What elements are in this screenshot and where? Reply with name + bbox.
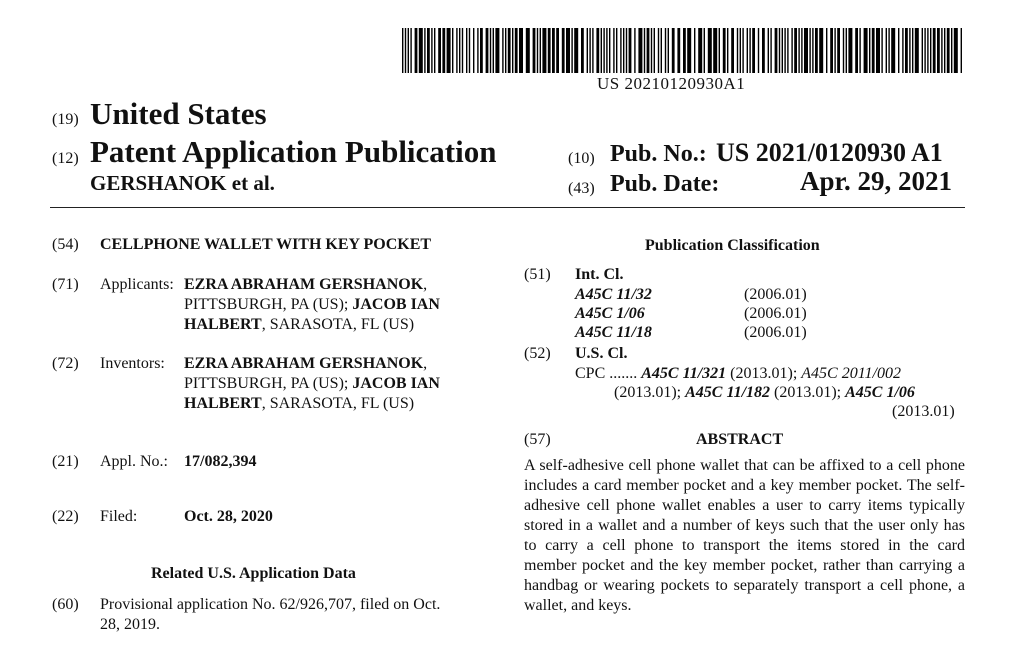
barcode-bar [843,28,844,73]
barcode-bar [647,28,650,73]
filed-date: Oct. 28, 2020 [184,508,273,525]
filed-label: Filed: [100,508,138,525]
barcode-bar [629,28,632,73]
barcode-bar [941,28,942,73]
barcode-bar [951,28,952,73]
barcode-bar [473,28,474,73]
appl-no-label: Appl. No.: [100,453,168,470]
barcode-bar [658,28,659,73]
inventor-2-name-a: JACOB IAN [352,375,440,392]
barcode-bar [542,28,546,73]
barcode-bar [405,28,406,73]
inventor-line-2 [184,375,440,393]
barcode-bar [562,28,565,73]
barcode-bar [779,28,780,73]
applicant-line-3 [184,316,414,334]
barcode-bar [869,28,870,73]
cpc-code: A45C 11/182 [685,384,771,401]
applicant-short: GERSHANOK et al. [90,171,275,195]
code-19: (19) [52,111,79,128]
code-51: (51) [524,266,551,283]
barcode-bar [654,28,655,73]
barcode-bar [447,28,451,73]
barcode-bar [933,28,936,73]
barcode-bar [493,28,494,73]
barcode-number: US 20210120930A1 [597,74,746,93]
barcode-bar [902,28,903,73]
barcode-bar [768,28,769,73]
applicant-2-name-a: JACOB IAN [352,296,440,313]
code-54: (54) [52,236,79,253]
barcode-bar [644,28,645,73]
int-cl-year: (2006.01) [744,286,807,303]
barcode-bar [589,28,590,73]
barcode-bar [434,28,435,73]
barcode-bar [830,28,833,73]
barcode-bar [937,28,940,73]
barcode-bar [809,28,810,73]
barcode-bar [552,28,555,73]
barcode-bar [462,28,463,73]
barcode-bar [683,28,686,73]
int-cl-year: (2006.01) [744,305,807,322]
provisional-line-2: 28, 2019. [100,616,160,633]
inventor-line-3 [184,395,414,413]
abstract-text: A self-adhesive cell phone wallet that can be affixed to a cell phone includes a card member pocket and a key member pocket. The self-adhesive cell phone wallet enables a user to carry items typically stored in a wallet and a number of keys such that the user only has to carry a cell phone to transport the items stored in the card member pocket and the key member pocket, rather than carrying a handbag or wearing pockets to separately transport a cell phone, a wallet, and keys. [524,457,965,614]
barcode-bar [727,28,728,73]
int-cl-code: A45C 1/06 [575,305,645,322]
inventor-1 [184,355,427,373]
applicant-1 [184,276,427,294]
code-10: (10) [568,150,595,167]
cpc-line-3: (2013.01) [892,403,955,420]
barcode-bar [815,28,818,73]
barcode-bar [791,28,792,73]
code-12: (12) [52,150,79,167]
barcode-bar [574,28,578,73]
inventor-2-location: , SARASOTA, FL (US) [261,395,415,412]
barcode-bar [571,28,572,73]
barcode-bar [898,28,899,73]
barcode-bar [626,28,627,73]
barcode-bar [804,28,808,73]
barcode-bar [826,28,827,73]
inventors-label: Inventors: [100,355,165,372]
barcode-bar [740,28,741,73]
barcode-bar [961,28,962,73]
code-22: (22) [52,508,79,525]
barcode-bar [587,28,588,73]
barcode-bar [606,28,607,73]
barcode-bar [596,28,599,73]
barcode-bar [452,28,453,73]
barcode-bar [661,28,662,73]
barcode-bar [775,28,778,73]
barcode-bar [708,28,712,73]
inventor-1-location: PITTSBURGH, PA (US); [184,375,353,392]
barcode-bar [427,28,430,73]
inventor-2-name-b: HALBERT [184,395,262,412]
applicants-label: Applicants: [100,276,174,293]
cpc-line-2 [614,384,915,402]
barcode-bar [419,28,423,73]
barcode-bar [480,28,483,73]
barcode-bar [864,28,868,73]
barcode-bar [922,28,923,73]
barcode-bar [665,28,666,73]
barcode-bar [431,28,432,73]
barcode-bar [620,28,621,73]
code-52: (52) [524,345,551,362]
barcode-bar [526,28,530,73]
barcode-bar [762,28,765,73]
barcode-bar [466,28,467,73]
barcode-bar [927,28,928,73]
related-data-heading: Related U.S. Application Data [151,565,356,582]
barcode-bar [798,28,799,73]
barcode-bar [502,28,503,73]
cpc-line-1 [575,365,901,383]
barcode-bar [924,28,925,73]
appl-no: 17/082,394 [184,453,257,470]
pub-date-label: Pub. Date: [610,171,720,197]
barcode-bar [859,28,860,73]
barcode-bar [886,28,887,73]
barcode-bar [731,28,734,73]
barcode-bar [888,28,889,73]
barcode-bar [634,28,635,73]
barcode-bar [533,28,536,73]
barcode-bar [719,28,720,73]
header-rule [50,207,965,208]
barcode-bar [623,28,624,73]
barcode-bar [592,28,593,73]
applicant-2-name-b: HALBERT [184,316,262,333]
barcode-bar [616,28,617,73]
barcode-bar [915,28,919,73]
barcode-bar [548,28,551,73]
provisional-line-1: Provisional application No. 62/926,707, filed on Oct. [100,596,441,613]
pub-no-label: Pub. No.: [610,141,707,167]
barcode-bar [638,28,642,73]
barcode-bar [477,28,478,73]
inventor-1-name: EZRA ABRAHAM GERSHANOK [184,355,424,372]
inventor-1-sep: , [423,355,428,372]
barcode-bar [540,28,541,73]
barcode-bar [801,28,802,73]
barcode-bar [672,28,675,73]
barcode-bar [846,28,847,73]
barcode-bar [872,28,875,73]
country-heading: United States [90,96,267,131]
code-71: (71) [52,276,79,293]
barcode-bar [512,28,513,73]
cpc-code: A45C 11/321 [641,365,727,382]
barcode-bar [944,28,945,73]
barcode-bar [930,28,931,73]
barcode-bar [566,28,570,73]
barcode-bar [834,28,835,73]
barcode-bar [787,28,788,73]
abstract-heading: ABSTRACT [696,431,784,448]
applicant-1-location: PITTSBURGH, PA (US); [184,296,353,313]
barcode-bar [947,28,950,73]
barcode-bar [609,28,610,73]
barcode-bar [881,28,882,73]
pub-no: US 2021/0120930 A1 [716,138,943,167]
barcode-bar [737,28,738,73]
barcode-bar [459,28,460,73]
barcode-bar [794,28,797,73]
int-cl-label: Int. Cl. [575,266,624,283]
barcode-bar [954,28,958,73]
barcode-bar [837,28,840,73]
code-21: (21) [52,453,79,470]
barcode-bar [909,28,910,73]
barcode [402,28,965,73]
applicant-2-location: , SARASOTA, FL (US) [261,316,415,333]
barcode-bar [537,28,538,73]
barcode-bar [505,28,506,73]
barcode-bar [508,28,511,73]
applicant-line-2 [184,296,440,314]
barcode-bar [723,28,726,73]
barcode-bar [495,28,499,73]
barcode-bar [752,28,755,73]
invention-title: CELLPHONE WALLET WITH KEY POCKET [100,236,432,253]
barcode-bar [876,28,880,73]
barcode-bar [410,28,411,73]
barcode-bar [784,28,785,73]
pub-date: Apr. 29, 2021 [800,166,953,196]
int-cl-code: A45C 11/18 [575,324,652,341]
barcode-bar [519,28,523,73]
barcode-bar [424,28,425,73]
barcode-bar [687,28,691,73]
barcode-bar [613,28,614,73]
barcode-bar [438,28,441,73]
barcode-bar [601,28,602,73]
cpc-code: A45C 2011/002 [801,365,901,382]
barcode-bar [556,28,559,73]
barcode-bar [782,28,783,73]
barcode-bar [651,28,652,73]
code-72: (72) [52,355,79,372]
cpc-code: A45C 1/06 [845,384,915,401]
barcode-bar [747,28,748,73]
barcode-bar [742,28,743,73]
barcode-bar [912,28,913,73]
barcode-bar [770,28,771,73]
barcode-bar [515,28,518,73]
barcode-bar [668,28,669,73]
publication-classification-heading: Publication Classification [645,237,820,254]
cpc-year: (2013.01); [726,365,802,382]
us-cl-label: U.S. Cl. [575,345,628,362]
int-cl-year: (2006.01) [744,324,807,341]
barcode-bar [713,28,717,73]
barcode-bar [442,28,445,73]
barcode-bar [891,28,895,73]
barcode-bar [698,28,702,73]
barcode-bar [469,28,470,73]
barcode-bar [905,28,908,73]
barcode-bar [486,28,489,73]
barcode-bar [855,28,858,73]
code-43: (43) [568,180,595,197]
barcode-bar [758,28,759,73]
barcode-bar [581,28,584,73]
cpc-year: (2013.01); [770,384,846,401]
barcode-bar [677,28,680,73]
publication-type: Patent Application Publication [90,134,497,169]
barcode-bar [704,28,705,73]
cpc-label: CPC ....... [575,365,638,382]
barcode-bar [812,28,813,73]
applicant-1-name: EZRA ABRAHAM GERSHANOK [184,276,424,293]
code-57: (57) [524,431,551,448]
code-60: (60) [52,596,79,613]
barcode-bar [456,28,457,73]
cpc-year: (2013.01); [614,384,686,401]
barcode-bar [694,28,695,73]
int-cl-code: A45C 11/32 [575,286,652,303]
barcode-bar [490,28,491,73]
barcode-bar [848,28,852,73]
barcode-bar [408,28,409,73]
barcode-bar [819,28,823,73]
applicant-1-sep: , [423,276,428,293]
barcode-bar [749,28,750,73]
barcode-bar [402,28,403,73]
barcode-bar [415,28,418,73]
barcode-bar [603,28,604,73]
